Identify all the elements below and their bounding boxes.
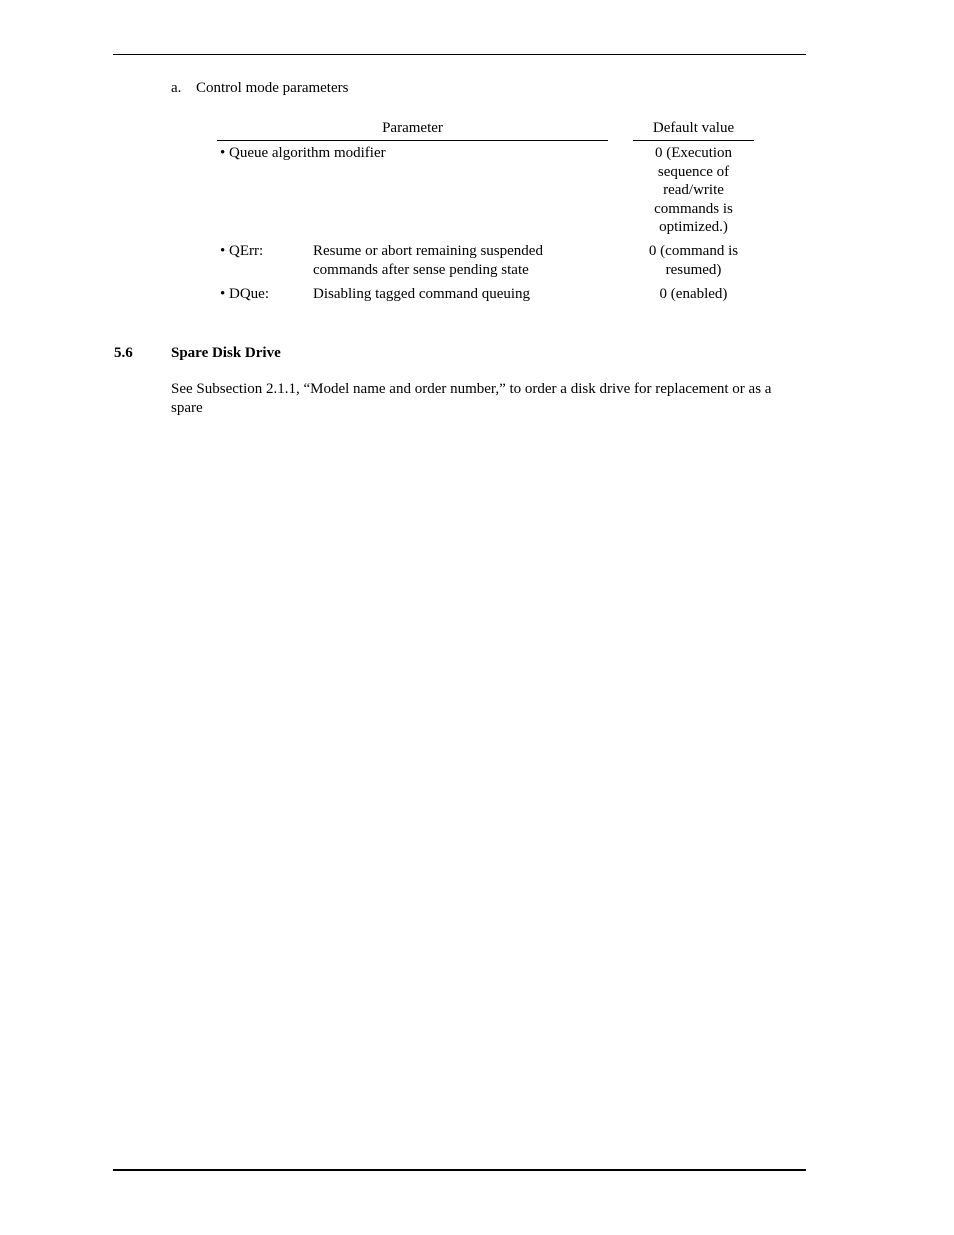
table-header-parameter: Parameter — [382, 120, 443, 136]
section-body: See Subsection 2.1.1, “Model name and order number,” to order a disk drive for replacement or as a spare — [171, 381, 772, 416]
footer-rule — [113, 1169, 806, 1171]
section-title: Spare Disk Drive — [171, 345, 281, 361]
header-rule — [113, 54, 806, 55]
table-row-param-name: • DQue: — [220, 286, 269, 302]
table-row-default: 0 (enabled) — [659, 286, 728, 302]
table-row-param-name: • QErr: — [220, 243, 264, 259]
table-row-description: Disabling tagged command queuing — [313, 286, 531, 302]
section-number: 5.6 — [114, 345, 133, 361]
table-row-param-name: • Queue algorithm modifier — [220, 145, 386, 161]
table-header-default: Default value — [652, 120, 735, 136]
table-header-rule-default — [633, 140, 754, 141]
table-row-description: Resume or abort remaining suspended commands after sense pending state — [313, 243, 543, 278]
table-row-default: 0 (command is resumed) — [648, 243, 739, 278]
list-title: Control mode parameters — [196, 80, 349, 96]
list-marker: a. — [171, 80, 182, 96]
table-header-rule-parameter — [217, 140, 608, 141]
table-row-default: 0 (Execution sequence of read/write commands is optimized.) — [654, 145, 733, 235]
